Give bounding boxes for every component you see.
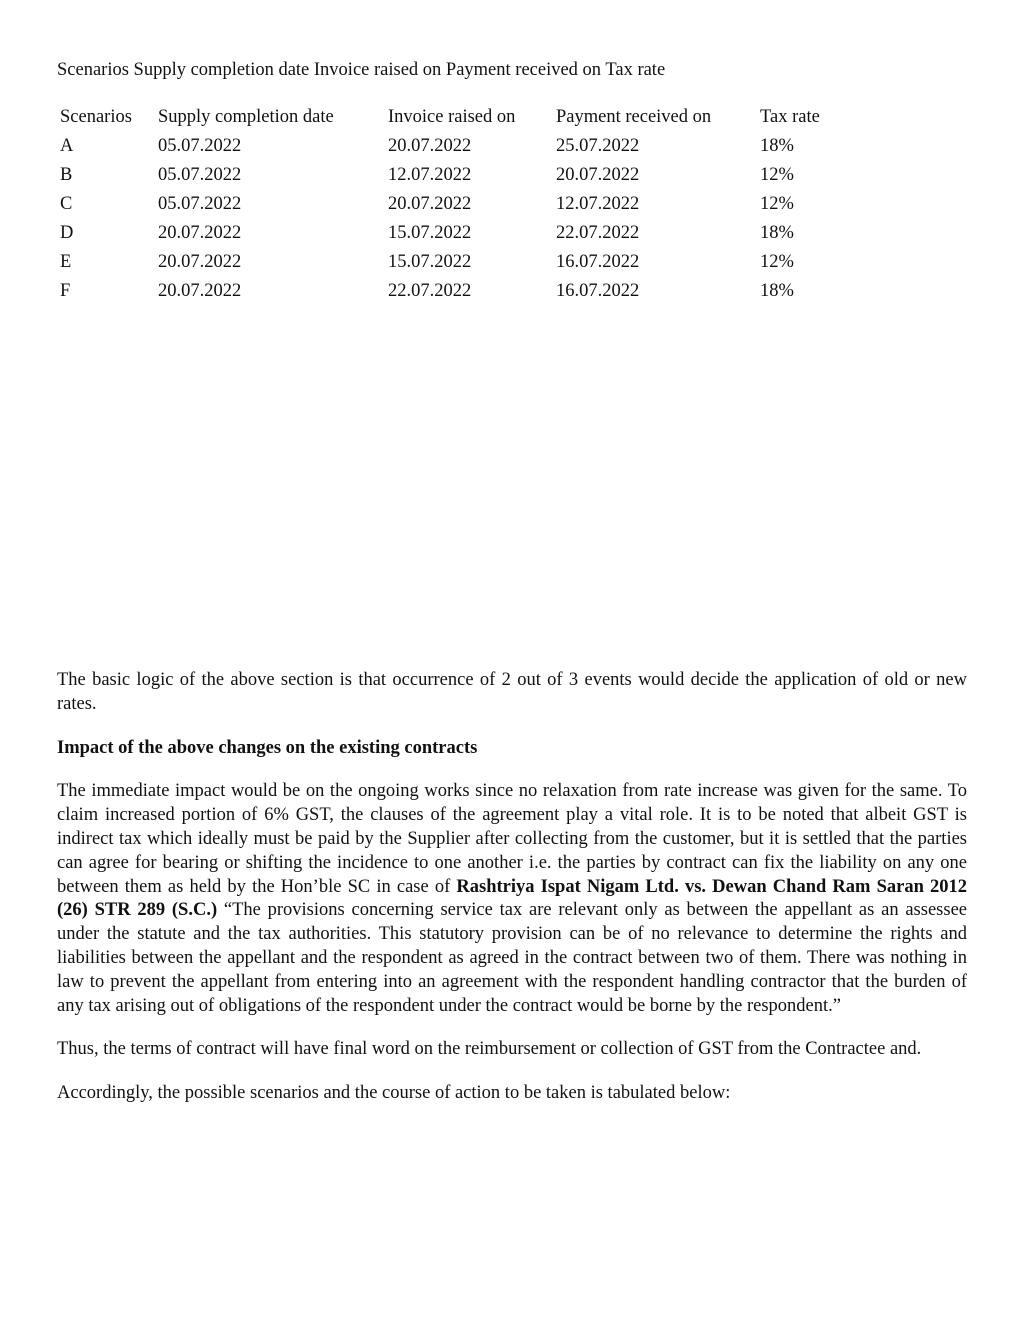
cell-tax-rate: 18%	[760, 223, 794, 243]
cell-payment-date: 16.07.2022	[556, 281, 640, 301]
table-row	[57, 163, 857, 192]
cell-supply-date: 20.07.2022	[158, 281, 242, 301]
scenarios-table	[57, 105, 857, 308]
cell-tax-rate: 18%	[760, 281, 794, 301]
cell-tax-rate: 18%	[760, 136, 794, 156]
cell-payment-date: 16.07.2022	[556, 252, 640, 272]
impact-text-part1: The immediate impact would be on the ongoing works since no relaxation from rate increase was given for the same. To claim increased portion of 6% GST, the clauses of the agreement play a vital role. It is to be noted that albeit GST is indirect tax which ideally must be paid by the Supplier after collecting from the customer, but it is settled that the parties can agree for bearing or shifting the incidence to one another i.e. the parties by contract can fix the liability on any one between them as held by the Hon’ble SC in case of	[57, 781, 967, 897]
table-row	[57, 250, 857, 279]
case-citation: Rashtriya Ispat Nigam Ltd. vs. Dewan Chand Ram Saran 2012 (26) STR 289 (S.C.)	[57, 876, 967, 921]
cell-tax-rate: 12%	[760, 252, 794, 272]
cell-invoice-date: 12.07.2022	[388, 165, 472, 185]
cell-payment-date: 12.07.2022	[556, 194, 640, 214]
table-row	[57, 192, 857, 221]
cell-supply-date: 05.07.2022	[158, 165, 242, 185]
body-text	[57, 669, 967, 1126]
table-row	[57, 279, 857, 308]
cell-payment-date: 25.07.2022	[556, 136, 640, 156]
cell-invoice-date: 15.07.2022	[388, 252, 472, 272]
cell-scenario: E	[60, 252, 72, 272]
table-header-row	[57, 105, 857, 134]
header-invoice-raised-on: Invoice raised on	[388, 107, 516, 127]
cell-scenario: D	[60, 223, 74, 243]
cell-invoice-date: 22.07.2022	[388, 281, 472, 301]
cell-scenario: A	[60, 136, 74, 156]
cell-tax-rate: 12%	[760, 194, 794, 214]
accordingly-paragraph: Accordingly, the possible scenarios and the course of action to be taken is tabulated below:	[57, 1083, 731, 1104]
thus-paragraph: Thus, the terms of contract will have final word on the reimbursement or collection of GST from the Contractee and.	[57, 1039, 922, 1060]
cell-scenario: C	[60, 194, 73, 214]
table-caption: Scenarios Supply completion date Invoice raised on Payment received on Tax rate	[57, 60, 666, 80]
cell-supply-date: 05.07.2022	[158, 136, 242, 156]
cell-payment-date: 22.07.2022	[556, 223, 640, 243]
header-payment-received-on: Payment received on	[556, 107, 712, 127]
header-scenarios: Scenarios	[60, 107, 132, 127]
cell-tax-rate: 12%	[760, 165, 794, 185]
logic-paragraph: The basic logic of the above section is that occurrence of 2 out of 3 events would decide the application of old or new rates.	[57, 670, 967, 714]
table-row	[57, 134, 857, 163]
header-tax-rate: Tax rate	[760, 107, 820, 127]
cell-invoice-date: 20.07.2022	[388, 136, 472, 156]
cell-invoice-date: 20.07.2022	[388, 194, 472, 214]
cell-scenario: B	[60, 165, 73, 185]
impact-text-part2: “The provisions concerning service tax are relevant only as between the appellant as an assessee under the statute and the tax authorities. This statutory provision can be of no relevance to determine the rights and liabilities between the appellant and the respondent as agreed in the contract between two of them. There was nothing in law to prevent the appellant from entering into an agreement with the respondent handling contractor that the burden of any tax arising out of obligations of the respondent under the contract would be borne by the respondent.”	[57, 900, 967, 1016]
cell-supply-date: 05.07.2022	[158, 194, 242, 214]
cell-scenario: F	[60, 281, 71, 301]
impact-paragraph	[57, 780, 967, 1018]
cell-payment-date: 20.07.2022	[556, 165, 640, 185]
cell-supply-date: 20.07.2022	[158, 223, 242, 243]
cell-supply-date: 20.07.2022	[158, 252, 242, 272]
section-heading: Impact of the above changes on the existing contracts	[57, 737, 478, 758]
table-row	[57, 221, 857, 250]
cell-invoice-date: 15.07.2022	[388, 223, 472, 243]
header-supply-completion-date: Supply completion date	[158, 107, 334, 127]
